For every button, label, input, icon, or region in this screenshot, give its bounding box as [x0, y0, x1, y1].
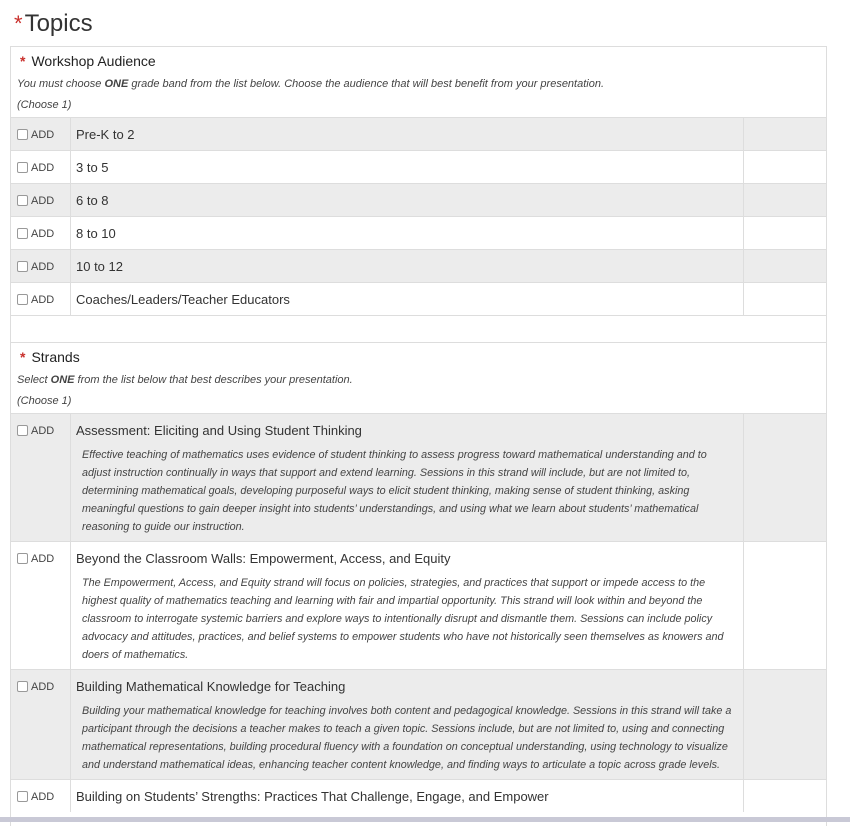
strand-add-label: ADD	[31, 424, 55, 437]
strand-option-row	[11, 670, 826, 780]
strand-option-description: The Empowerment, Access, and Equity strand will focus on policies, strategies, and practices that support or impede access to the highest quality of mathematics teaching and learning with fair and impartial opportunity. This strand will look within and beyond the classroom to interrogate systemic barriers and explore ways to intentionally disrupt and dismantle them. Sessions can include policy advocacy and attitudes, practices, and belief systems to empower students who have not historically seen themselves as knowers and doers of mathematics.	[82, 577, 724, 661]
audience-add-checkbox[interactable]	[17, 162, 28, 173]
strands-options-table	[11, 413, 826, 812]
strand-option-label: Building on Students’ Strengths: Practices That Challenge, Engage, and Empower	[76, 789, 549, 804]
audience-heading-text: Workshop Audience	[31, 53, 156, 69]
audience-heading	[17, 53, 826, 69]
strand-add-checkbox[interactable]	[17, 681, 28, 692]
audience-option-label: 8 to 10	[76, 226, 116, 241]
audience-instruction-pre: You must choose	[17, 78, 105, 90]
strand-option-label: Assessment: Eliciting and Using Student Thinking	[76, 423, 362, 438]
strand-add-checkbox[interactable]	[17, 425, 28, 436]
strands-heading	[17, 349, 826, 365]
strand-add-checkbox[interactable]	[17, 791, 28, 802]
audience-add-cell	[11, 184, 71, 217]
audience-empty-cell	[744, 283, 827, 316]
audience-choose-note: (Choose 1)	[17, 99, 72, 111]
section-spacer	[11, 315, 826, 342]
strand-add-cell	[11, 780, 71, 813]
audience-empty-cell	[744, 250, 827, 283]
strand-option-row	[11, 780, 826, 813]
audience-option-row	[11, 283, 826, 316]
strand-empty-cell	[744, 542, 827, 670]
strand-add-cell	[11, 414, 71, 542]
strands-instruction-pre: Select	[17, 374, 51, 386]
audience-add-checkbox[interactable]	[17, 129, 28, 140]
audience-option-cell	[71, 151, 744, 184]
strands-instruction-bold: ONE	[50, 374, 75, 386]
audience-option-row	[11, 151, 826, 184]
audience-section-header	[11, 47, 826, 117]
strand-option-row	[11, 414, 826, 542]
strand-add-cell	[11, 542, 71, 670]
audience-option-cell	[71, 217, 744, 250]
strand-option-cell	[71, 780, 744, 813]
strand-empty-cell	[744, 670, 827, 780]
audience-option-label: 3 to 5	[76, 160, 109, 175]
audience-option-cell	[71, 118, 744, 151]
required-marker: *	[20, 53, 26, 69]
audience-option-label: 10 to 12	[76, 259, 123, 274]
strand-add-cell	[11, 670, 71, 780]
audience-add-checkbox[interactable]	[17, 195, 28, 206]
audience-option-label: Coaches/Leaders/Teacher Educators	[76, 292, 290, 307]
audience-empty-cell	[744, 184, 827, 217]
audience-option-cell	[71, 250, 744, 283]
page-title-text: Topics	[24, 10, 93, 37]
strand-option-description: Effective teaching of mathematics uses evidence of student thinking to assess progress toward mathematical understanding and to adjust instruction continually in ways that support and extend learning. Sessions in this strand will include, but are not limited to, determining mathematical goals, developing purposeful ways to elicit student thinking, making sense of student thinking, asking meaningful questions to gain deeper insight into students’ understandings, and using what we learn about students’ mathematical reasoning to guide our instruction.	[82, 449, 707, 533]
strand-add-checkbox[interactable]	[17, 553, 28, 564]
strand-option-label: Building Mathematical Knowledge for Teaching	[76, 679, 346, 694]
audience-instruction-bold: ONE	[104, 78, 129, 90]
topics-panel	[10, 46, 827, 826]
strand-option-row	[11, 542, 826, 670]
audience-option-row	[11, 184, 826, 217]
strand-option-cell	[71, 670, 744, 780]
window-bottom-edge	[0, 817, 850, 822]
audience-add-cell	[11, 118, 71, 151]
audience-add-cell	[11, 283, 71, 316]
audience-option-label: Pre-K to 2	[76, 127, 135, 142]
required-marker: *	[14, 11, 23, 36]
audience-options-table	[11, 117, 826, 315]
strand-empty-cell	[744, 414, 827, 542]
strand-option-cell	[71, 414, 744, 542]
required-marker: *	[20, 349, 26, 365]
page-title	[14, 10, 93, 38]
strand-add-label: ADD	[31, 680, 55, 693]
audience-add-cell	[11, 217, 71, 250]
audience-option-cell	[71, 184, 744, 217]
audience-empty-cell	[744, 217, 827, 250]
audience-add-cell	[11, 151, 71, 184]
strands-heading-text: Strands	[31, 349, 80, 365]
audience-empty-cell	[744, 118, 827, 151]
audience-add-label: ADD	[31, 227, 55, 240]
audience-add-label: ADD	[31, 293, 55, 306]
strands-instruction	[17, 373, 826, 387]
audience-empty-cell	[744, 151, 827, 184]
strands-choose-note: (Choose 1)	[17, 395, 72, 407]
audience-option-cell	[71, 283, 744, 316]
audience-add-checkbox[interactable]	[17, 261, 28, 272]
audience-add-label: ADD	[31, 194, 55, 207]
strand-add-label: ADD	[31, 552, 55, 565]
audience-add-label: ADD	[31, 161, 55, 174]
audience-option-row	[11, 217, 826, 250]
audience-add-cell	[11, 250, 71, 283]
audience-instruction	[17, 77, 826, 91]
strand-empty-cell	[744, 780, 827, 813]
audience-add-checkbox[interactable]	[17, 294, 28, 305]
strand-option-description: Building your mathematical knowledge for teaching involves both content and pedagogical knowledge. Sessions in this strand will take a participant through the decisions a teacher makes to teach a given topic. Sessions include, but are not limited to, using and connecting mathematical representations, building procedural fluency with a foundation on conceptual understanding, using technology to visualize and understand mathematical ideas, enhancing teacher content knowledge, and finding ways to articulate a topic across grade levels.	[82, 705, 732, 771]
audience-instruction-post: grade band from the list below. Choose the audience that will best benefit from your presentation.	[128, 78, 605, 90]
strand-option-cell	[71, 542, 744, 670]
audience-option-row	[11, 118, 826, 151]
audience-add-label: ADD	[31, 260, 55, 273]
strands-section-header	[11, 342, 826, 413]
strand-option-label: Beyond the Classroom Walls: Empowerment, Access, and Equity	[76, 551, 451, 566]
strands-instruction-post: from the list below that best describes your presentation.	[74, 374, 353, 386]
strand-add-label: ADD	[31, 790, 55, 803]
audience-option-row	[11, 250, 826, 283]
audience-option-label: 6 to 8	[76, 193, 109, 208]
audience-add-checkbox[interactable]	[17, 228, 28, 239]
audience-add-label: ADD	[31, 128, 55, 141]
